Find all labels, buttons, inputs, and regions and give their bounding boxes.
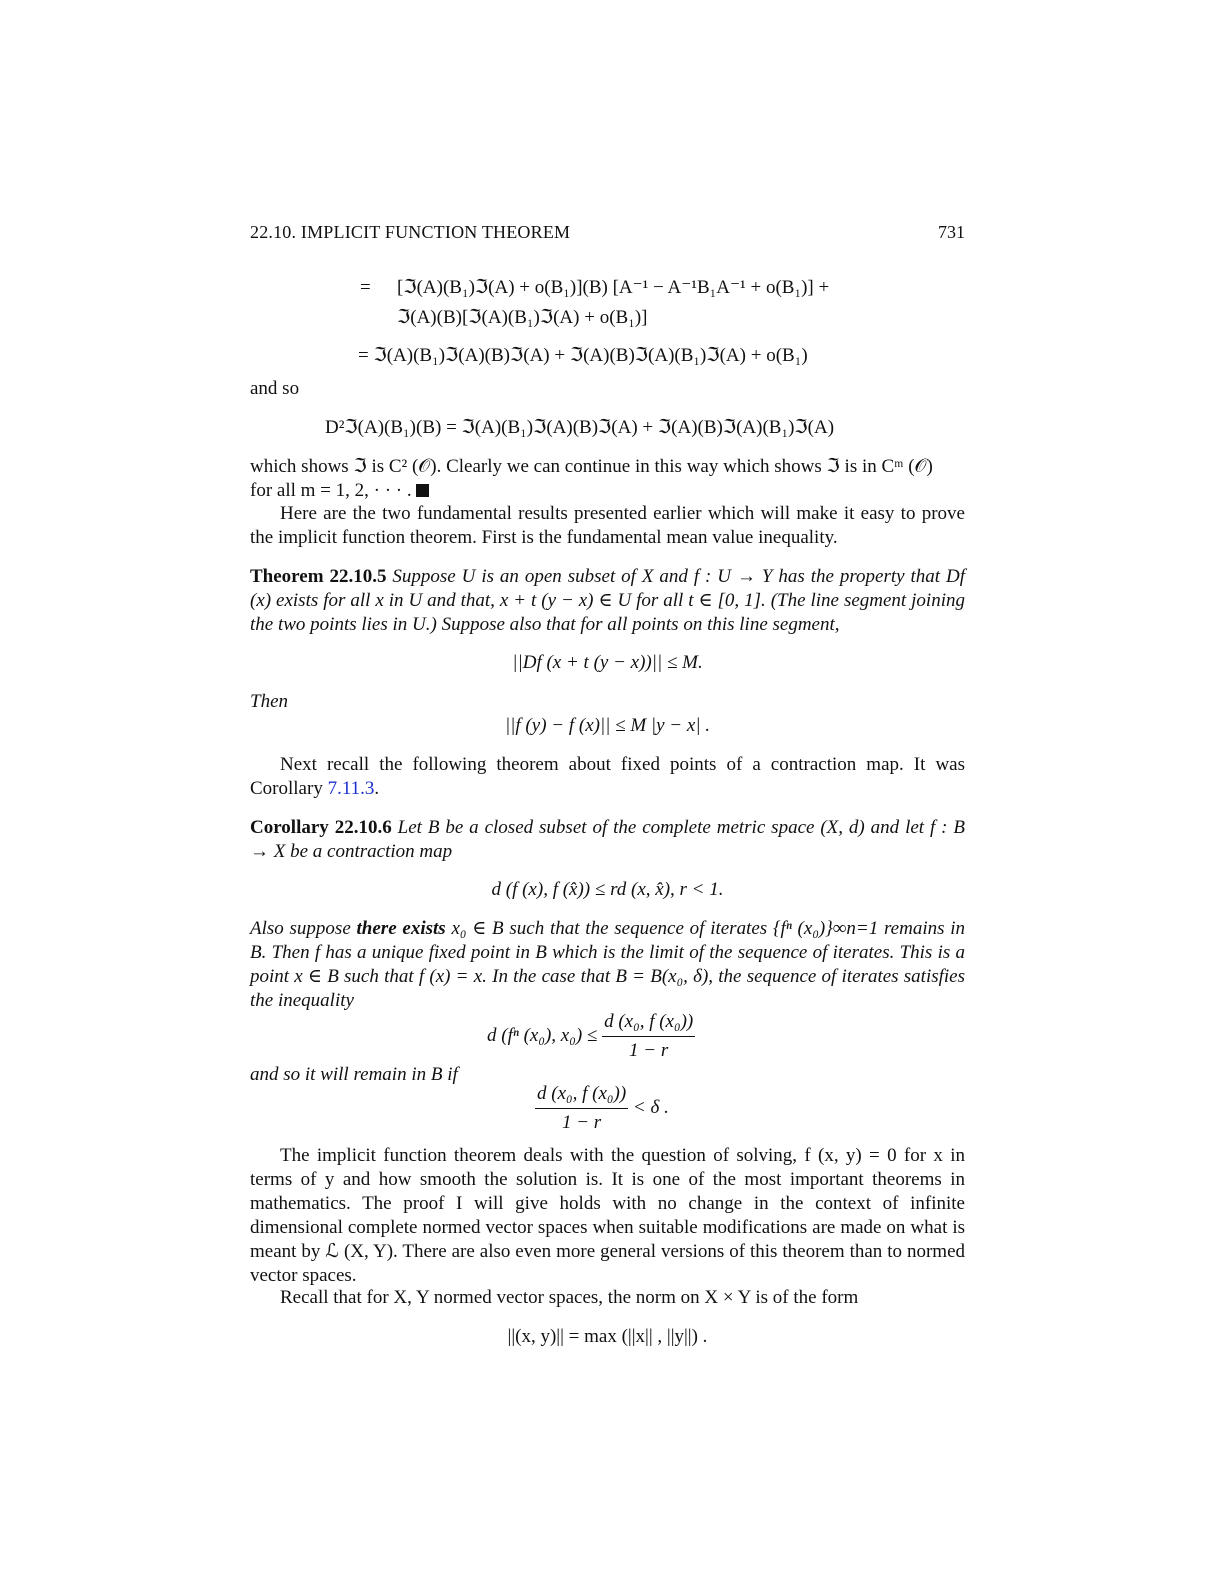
which-shows-line1: which shows ℑ is C² (𝒪). Clearly we can continue in this way which shows ℑ is in Cᵐ (𝒪) <box>250 456 933 477</box>
qed-square-icon <box>416 484 429 497</box>
corollary-label: Corollary 22.10.6 <box>250 817 392 838</box>
also-suppose-text: Also suppose <box>250 918 351 939</box>
next-recall-paragraph: Next recall the following theorem about fixed points of a contraction map. It was Corollary 7.11.3. <box>250 754 965 799</box>
intro-paragraph: Here are the two fundamental results presented earlier which will make it easy to prove the implicit function theorem. First is the fundamental mean value inequality. <box>250 503 965 548</box>
theorem-text: Suppose U is an open subset of X and f : U → Y has the property that Df (x) exists for all x in U and that, x + t (y − x) ∈ U for all t ∈ [0, 1]. (The line segment joining the two points lies in U.) Suppose also that for all points on this line segment, <box>250 566 966 635</box>
iterate-bound-fraction <box>602 1010 695 1063</box>
eq-line1-equals: = <box>360 277 371 298</box>
also-suppose-rest: x₀ ∈ B such that the sequence of iterates {fⁿ (x₀)}∞n=1 remains in B. Then f has a unique fixed point in B which is the limit of the sequence of iterates. This is a point x ∈ B such that f (x) = x. In the case that B = B(x₀, δ), the sequence of iterates satisfies the inequality <box>250 918 966 1011</box>
theorem-label: Theorem 22.10.5 <box>250 566 387 587</box>
remain-text: and so it will remain in B if <box>250 1064 458 1085</box>
implicit-function-paragraph: The implicit function theorem deals with the question of solving, f (x, y) = 0 for x in terms of y and how smooth the solution is. It is one of the most important theorems in mathematics. The proof I will give holds with no change in the context of infinite dimensional complete normed vector spaces when suitable modifications are made on what is meant by ℒ (X, Y). There are also even more general versions of this theorem than to normed vector spaces. <box>250 1145 965 1286</box>
iterate-bound-denominator: 1 − r <box>629 1040 669 1061</box>
remain-condition-equation <box>535 1082 669 1135</box>
remain-denominator: 1 − r <box>561 1112 602 1133</box>
iterate-bound-lhs: d (fⁿ (x₀), x₀) ≤ <box>487 1024 598 1046</box>
there-exists-text: there exists <box>356 918 446 939</box>
page-number: 731 <box>938 222 965 242</box>
mean-value-inequality: ||f (y) − f (x)|| ≤ M |y − x| . <box>504 715 711 736</box>
corollary-text: Let B be a closed subset of the complete metric space (X, d) and let f : B → X be a contraction map <box>250 817 965 862</box>
corollary-link[interactable]: 7.11.3 <box>327 778 375 799</box>
theorem-hypothesis-eq: ||Df (x + t (y − x))|| ≤ M. <box>512 652 703 673</box>
iterate-bound-equation <box>487 1010 695 1063</box>
then-text: Then <box>250 691 288 712</box>
remain-numerator: d (x₀, f (x₀)) <box>535 1082 628 1109</box>
and-so-text: and so <box>250 378 300 399</box>
also-suppose-paragraph <box>250 917 965 1013</box>
product-norm-equation: ||(x, y)|| = max (||x|| , ||y||) . <box>507 1326 708 1347</box>
remain-fraction <box>535 1082 628 1135</box>
eq-line2: ℑ(A)(B)[ℑ(A)(B₁)ℑ(A) + o(B₁)] <box>397 307 648 328</box>
iterate-bound-numerator: d (x₀, f (x₀)) <box>602 1010 695 1037</box>
eq-line1: [ℑ(A)(B₁)ℑ(A) + o(B₁)](B) [A⁻¹ − A⁻¹B₁A⁻¹ + o(B₁)] + <box>397 277 830 298</box>
next-recall-text: Next recall the following theorem about fixed points of a contraction map. It was Corollary <box>250 754 965 799</box>
second-derivative-equation: D²ℑ(A)(B₁)(B) = ℑ(A)(B₁)ℑ(A)(B)ℑ(A) + ℑ(A)(B)ℑ(A)(B₁)ℑ(A) <box>325 417 835 438</box>
which-shows-line2: for all m = 1, 2, · · · . <box>250 480 412 501</box>
eq-line3: = ℑ(A)(B₁)ℑ(A)(B)ℑ(A) + ℑ(A)(B)ℑ(A)(B₁)ℑ(A) + o(B₁) <box>358 345 808 366</box>
remain-rhs: < δ . <box>632 1096 669 1118</box>
theorem-block <box>250 565 965 637</box>
which-shows-line2-wrap <box>250 479 429 503</box>
section-title: 22.10. IMPLICIT FUNCTION THEOREM <box>250 222 571 242</box>
contraction-inequality: d (f (x), f (x̂)) ≤ rd (x, x̂), r < 1. <box>491 879 724 900</box>
recall-norm-paragraph: Recall that for X, Y normed vector spaces, the norm on X × Y is of the form <box>280 1287 859 1308</box>
corollary-block <box>250 816 965 864</box>
